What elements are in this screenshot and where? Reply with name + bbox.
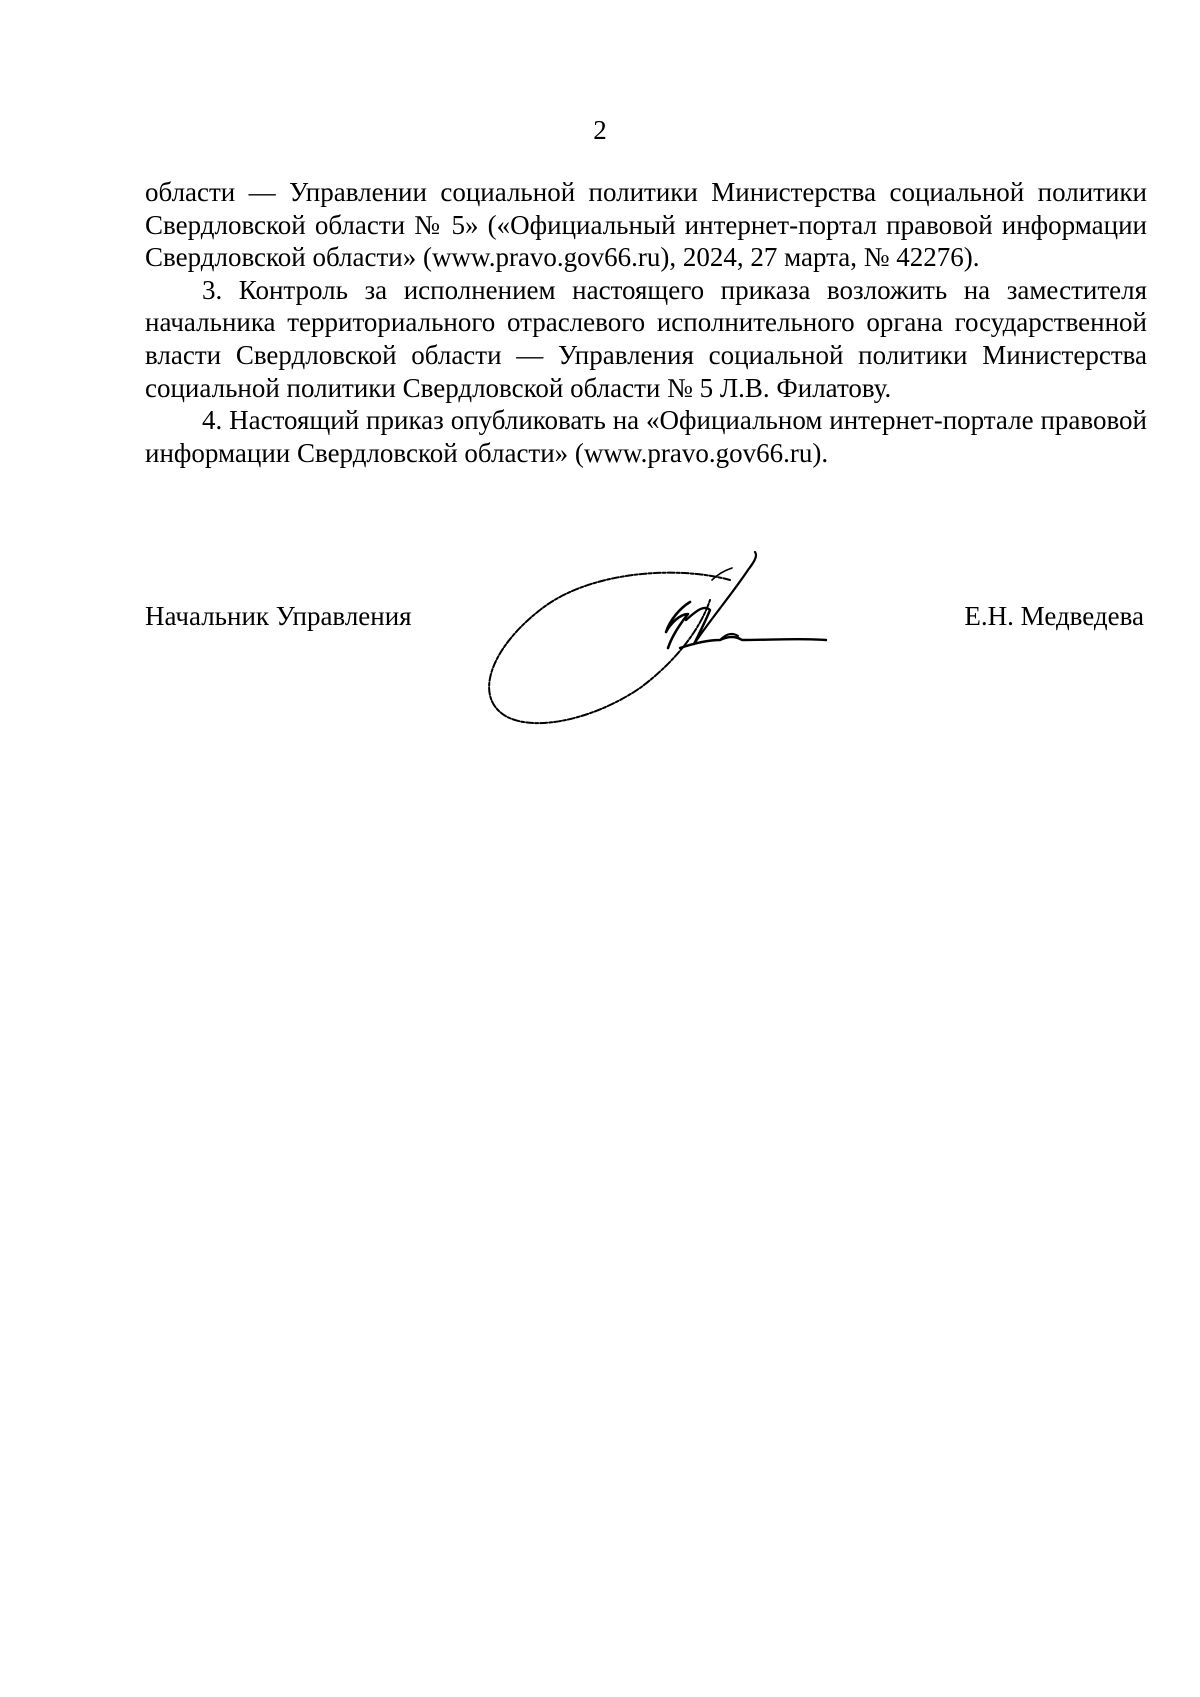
page-number: 2 [593,115,607,145]
paragraph-continuation: области — Управлении социальной политики Министерства социальной политики Свердловской области № 5» («Официальный интернет-портал правовой информации Свердловской области» (www.pravo.gov66.ru), 2024, 27 марта, № 42276). [145,177,1147,273]
paragraph-item-4: 4. Настоящий приказ опубликовать на «Официальном интернет-портале правовой информации Свердловской области» (www.pravo.gov66.ru). [145,405,1147,468]
signatory-position: Начальник Управления [145,601,412,631]
signatory-name: Е.Н. Медведева [964,601,1144,631]
paragraph-item-3: 3. Контроль за исполнением настоящего приказа возложить на заместителя начальника территориального отраслевого исполнительного органа государственной власти Свердловской области — Управления социальной политики Министерства социальной политики Свердловской области № 5 Л.В. Филатову. [145,274,1147,403]
handwritten-signature [480,540,860,740]
document-body [145,176,1147,469]
signature-block [0,520,1200,740]
